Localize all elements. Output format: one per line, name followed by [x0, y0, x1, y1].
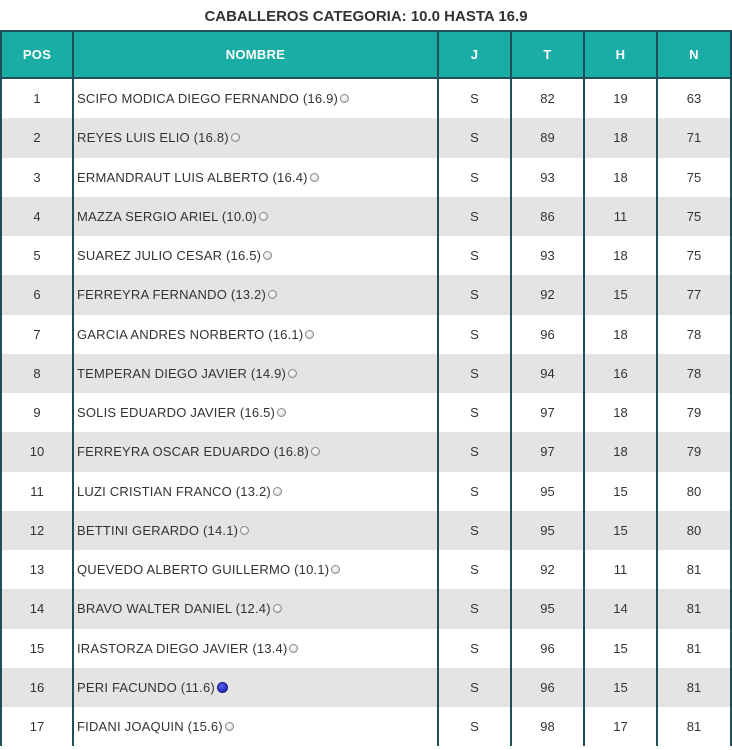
cell-h: 18: [585, 432, 658, 471]
cell-pos: 14: [0, 589, 74, 628]
cell-j: S: [439, 197, 512, 236]
cell-nombre: [74, 707, 439, 746]
cell-j: S: [439, 550, 512, 589]
column-header-n[interactable]: N: [658, 32, 732, 77]
cell-t: 95: [512, 511, 585, 550]
cell-pos: 15: [0, 629, 74, 668]
cell-j: S: [439, 315, 512, 354]
player-name[interactable]: GARCIA ANDRES NORBERTO (16.1): [77, 326, 304, 342]
cell-n: 80: [658, 472, 732, 511]
cell-n: 75: [658, 197, 732, 236]
cell-nombre: [74, 432, 439, 471]
cell-t: 98: [512, 707, 585, 746]
cell-h: 15: [585, 668, 658, 707]
cell-nombre: [74, 79, 439, 118]
player-name[interactable]: SUAREZ JULIO CESAR (16.5): [77, 248, 262, 264]
cell-pos: 11: [0, 472, 74, 511]
cell-j: S: [439, 511, 512, 550]
cell-h: 16: [585, 354, 658, 393]
cell-pos: 7: [0, 315, 74, 354]
table-body: [0, 79, 732, 746]
table-row[interactable]: [0, 668, 732, 707]
cell-h: 11: [585, 550, 658, 589]
table-row[interactable]: [0, 589, 732, 628]
cell-h: 15: [585, 511, 658, 550]
gray-ball-icon: [340, 94, 349, 103]
cell-nombre: [74, 550, 439, 589]
player-name[interactable]: SOLIS EDUARDO JAVIER (16.5): [77, 405, 276, 421]
gray-ball-icon: [331, 565, 340, 574]
cell-t: 97: [512, 393, 585, 432]
cell-n: 81: [658, 668, 732, 707]
cell-h: 11: [585, 197, 658, 236]
cell-n: 77: [658, 275, 732, 314]
blue-ball-icon: [217, 682, 228, 693]
cell-h: 17: [585, 707, 658, 746]
cell-n: 78: [658, 315, 732, 354]
cell-h: 18: [585, 158, 658, 197]
player-name[interactable]: FIDANI JOAQUIN (15.6): [77, 719, 223, 735]
cell-h: 18: [585, 315, 658, 354]
cell-n: 81: [658, 589, 732, 628]
table-row[interactable]: [0, 472, 732, 511]
cell-nombre: [74, 668, 439, 707]
cell-nombre: [74, 629, 439, 668]
player-name[interactable]: PERI FACUNDO (11.6): [77, 679, 215, 695]
cell-j: S: [439, 589, 512, 628]
gray-ball-icon: [305, 330, 314, 339]
gray-ball-icon: [273, 487, 282, 496]
gray-ball-icon: [225, 722, 234, 731]
table-row[interactable]: [0, 629, 732, 668]
cell-nombre: [74, 393, 439, 432]
cell-nombre: [74, 236, 439, 275]
cell-t: 86: [512, 197, 585, 236]
cell-t: 95: [512, 472, 585, 511]
cell-j: S: [439, 432, 512, 471]
cell-h: 14: [585, 589, 658, 628]
cell-pos: 17: [0, 707, 74, 746]
page-title: CABALLEROS CATEGORIA: 10.0 HASTA 16.9: [204, 8, 528, 25]
cell-h: 15: [585, 629, 658, 668]
column-header-t[interactable]: T: [512, 32, 585, 77]
cell-h: 18: [585, 236, 658, 275]
player-name[interactable]: TEMPERAN DIEGO JAVIER (14.9): [77, 365, 287, 381]
gray-ball-icon: [273, 604, 282, 613]
cell-n: 71: [658, 118, 732, 157]
cell-t: 93: [512, 236, 585, 275]
player-name[interactable]: FERREYRA FERNANDO (13.2): [77, 287, 267, 303]
gray-ball-icon: [259, 212, 268, 221]
cell-nombre: [74, 158, 439, 197]
table-row[interactable]: [0, 315, 732, 354]
cell-n: 79: [658, 432, 732, 471]
player-name[interactable]: SCIFO MODICA DIEGO FERNANDO (16.9): [77, 91, 339, 107]
cell-pos: 16: [0, 668, 74, 707]
table-row[interactable]: [0, 432, 732, 471]
cell-t: 97: [512, 432, 585, 471]
cell-n: 80: [658, 511, 732, 550]
cell-h: 15: [585, 275, 658, 314]
player-name[interactable]: REYES LUIS ELIO (16.8): [77, 130, 229, 146]
gray-ball-icon: [231, 133, 240, 142]
cell-pos: 3: [0, 158, 74, 197]
cell-pos: 8: [0, 354, 74, 393]
player-name[interactable]: FERREYRA OSCAR EDUARDO (16.8): [77, 444, 309, 460]
cell-nombre: [74, 511, 439, 550]
cell-h: 18: [585, 393, 658, 432]
cell-pos: 13: [0, 550, 74, 589]
gray-ball-icon: [277, 408, 286, 417]
cell-j: S: [439, 118, 512, 157]
table-row[interactable]: [0, 118, 732, 157]
cell-nombre: [74, 589, 439, 628]
cell-j: S: [439, 668, 512, 707]
cell-n: 79: [658, 393, 732, 432]
cell-t: 92: [512, 550, 585, 589]
cell-j: S: [439, 236, 512, 275]
cell-t: 93: [512, 158, 585, 197]
cell-j: S: [439, 629, 512, 668]
gray-ball-icon: [240, 526, 249, 535]
cell-pos: 1: [0, 79, 74, 118]
cell-j: S: [439, 354, 512, 393]
table-row[interactable]: [0, 550, 732, 589]
table-row[interactable]: [0, 275, 732, 314]
cell-h: 15: [585, 472, 658, 511]
cell-j: S: [439, 158, 512, 197]
cell-t: 92: [512, 275, 585, 314]
cell-n: 81: [658, 629, 732, 668]
table-row[interactable]: [0, 707, 732, 746]
table-row[interactable]: [0, 79, 732, 118]
cell-pos: 6: [0, 275, 74, 314]
cell-nombre: [74, 472, 439, 511]
cell-nombre: [74, 118, 439, 157]
cell-n: 63: [658, 79, 732, 118]
gray-ball-icon: [311, 447, 320, 456]
player-name[interactable]: QUEVEDO ALBERTO GUILLERMO (10.1): [77, 562, 330, 578]
cell-pos: 5: [0, 236, 74, 275]
cell-j: S: [439, 393, 512, 432]
cell-t: 95: [512, 589, 585, 628]
cell-j: S: [439, 707, 512, 746]
player-name[interactable]: IRASTORZA DIEGO JAVIER (13.4): [77, 640, 288, 656]
cell-t: 89: [512, 118, 585, 157]
table-header-row: [0, 30, 732, 79]
cell-j: S: [439, 79, 512, 118]
table-row[interactable]: [0, 393, 732, 432]
cell-pos: 12: [0, 511, 74, 550]
table-row[interactable]: [0, 236, 732, 275]
cell-n: 78: [658, 354, 732, 393]
cell-n: 75: [658, 236, 732, 275]
table-row[interactable]: [0, 354, 732, 393]
cell-t: 96: [512, 629, 585, 668]
cell-pos: 4: [0, 197, 74, 236]
gray-ball-icon: [268, 290, 277, 299]
column-header-nombre[interactable]: NOMBRE: [74, 32, 439, 77]
gray-ball-icon: [289, 644, 298, 653]
cell-nombre: [74, 354, 439, 393]
cell-n: 81: [658, 707, 732, 746]
cell-j: S: [439, 275, 512, 314]
gray-ball-icon: [288, 369, 297, 378]
player-name[interactable]: LUZI CRISTIAN FRANCO (13.2): [77, 483, 271, 499]
player-name[interactable]: ERMANDRAUT LUIS ALBERTO (16.4): [77, 169, 308, 185]
cell-nombre: [74, 315, 439, 354]
cell-nombre: [74, 275, 439, 314]
cell-pos: 10: [0, 432, 74, 471]
player-name[interactable]: BETTINI GERARDO (14.1): [77, 522, 239, 538]
cell-pos: 2: [0, 118, 74, 157]
gray-ball-icon: [263, 251, 272, 260]
cell-t: 82: [512, 79, 585, 118]
cell-h: 18: [585, 118, 658, 157]
column-header-j[interactable]: J: [439, 32, 512, 77]
table-row[interactable]: [0, 158, 732, 197]
player-name[interactable]: MAZZA SERGIO ARIEL (10.0): [77, 208, 258, 224]
table-row[interactable]: [0, 197, 732, 236]
cell-nombre: [74, 197, 439, 236]
cell-t: 96: [512, 315, 585, 354]
cell-n: 81: [658, 550, 732, 589]
cell-t: 94: [512, 354, 585, 393]
gray-ball-icon: [310, 173, 319, 182]
cell-t: 96: [512, 668, 585, 707]
table-row[interactable]: [0, 511, 732, 550]
cell-j: S: [439, 472, 512, 511]
cell-pos: 9: [0, 393, 74, 432]
cell-n: 75: [658, 158, 732, 197]
column-header-h[interactable]: H: [585, 32, 658, 77]
results-table: [0, 30, 732, 746]
player-name[interactable]: BRAVO WALTER DANIEL (12.4): [77, 601, 271, 617]
column-header-pos[interactable]: POS: [0, 32, 74, 77]
cell-h: 19: [585, 79, 658, 118]
